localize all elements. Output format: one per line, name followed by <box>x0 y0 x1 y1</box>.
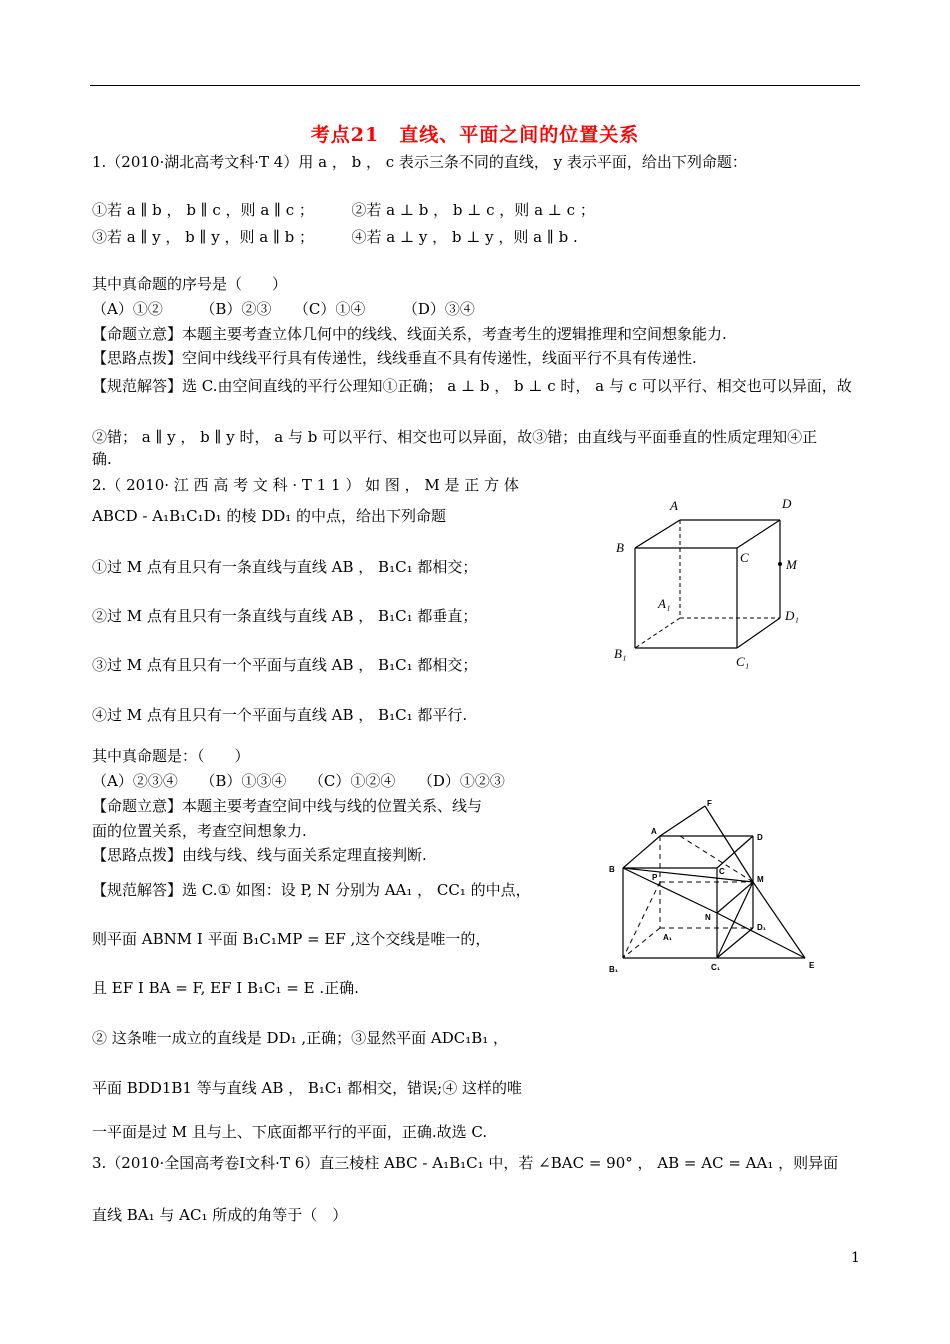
fig1-label-A1: A₁ <box>658 596 671 611</box>
fig1-label-A: A <box>670 498 678 513</box>
fig2-label-M: M <box>757 875 764 884</box>
q2-proposition-4: ④过 M 点有且只有一个平面与直线 AB ， B₁C₁ 都平行. <box>92 706 468 724</box>
fig2-label-N: N <box>705 913 711 922</box>
fig2-label-D1: D₁ <box>757 923 767 932</box>
q2-intent-line-2: 面的位置关系，考查空间想象力. <box>92 822 307 840</box>
fig1-label-C1: C₁ <box>736 654 750 669</box>
q2-answer-line-6: 一平面是过 M 且与上、下底面都平行的平面，正确.故选 C. <box>92 1123 488 1141</box>
q2-stem-line-2: ABCD - A₁B₁C₁D₁ 的棱 DD₁ 的中点，给出下列命题 <box>92 507 447 525</box>
q2-answer-line-3: 且 EF Ι BA = F, EF Ι B₁C₁ = E .正确. <box>92 979 359 997</box>
fig1-label-B1: B₁ <box>614 646 627 661</box>
q1-intent: 【命题立意】本题主要考查立体几何中的线线、线面关系，考查考生的逻辑推理和空间想象能力. <box>92 325 727 343</box>
q3-stem-line-1: 3.（2010·全国高考卷Ⅰ文科·T 6）直三棱柱 ABC - A₁B₁C₁ 中，若 ∠BAC = 90° ， AB = AC = AA₁ ，则异面 <box>92 1154 839 1172</box>
fig2-label-A: A <box>651 827 657 836</box>
fig1-label-B: B <box>616 540 624 555</box>
fig1-label-D1: D₁ <box>785 608 799 623</box>
q2-options: （A）②③④ （B）①③④ （C）①②④ （D）①②③ <box>92 772 505 790</box>
header-rule <box>90 85 860 86</box>
fig2-label-C: C <box>719 867 725 876</box>
fig1-label-C: C <box>740 550 749 565</box>
q2-hint: 【思路点拨】由线与线、线与面关系定理直接判断. <box>92 846 427 864</box>
q2-proposition-3: ③过 M 点有且只有一个平面与直线 AB ， B₁C₁ 都相交； <box>92 656 478 674</box>
q2-intent-line-1: 【命题立意】本题主要考查空间中线与线的位置关系、线与 <box>92 797 483 815</box>
q1-answer-line-3: 确. <box>92 450 112 468</box>
q2-answer-line-5: 平面 BDD1B1 等与直线 AB ， B₁C₁ 都相交，错误;④ 这样的唯 <box>92 1079 522 1097</box>
q3-stem-line-2: 直线 BA₁ 与 AC₁ 所成的角等于（ ） <box>92 1206 348 1224</box>
fig2-label-C1: C₁ <box>711 963 721 972</box>
q1-question: 其中真命题的序号是（ ） <box>92 275 288 293</box>
fig2-label-P: P <box>652 873 658 882</box>
q1-answer-line-1: 【规范解答】选 C.由空间直线的平行公理知①正确； a ⊥ b ， b ⊥ c 时， a 与 c 可以平行、相交也可以异面，故 <box>92 377 852 395</box>
q1-stem: 1.（2010·湖北高考文科·T 4）用 a ， b ， c 表示三条不同的直线， y 表示平面，给出下列命题： <box>92 153 747 171</box>
fig2-label-B: B <box>609 865 615 874</box>
q1-proposition-3-4: ③若 a ∥ y ， b ∥ y ，则 a ∥ b ； ④若 a ⊥ y ， b ⊥ y ，则 a ∥ b . <box>92 228 578 246</box>
q2-question: 其中真命题是：（ ） <box>92 747 250 765</box>
fig2-label-B1: B₁ <box>609 965 619 974</box>
q1-hint: 【思路点拨】空间中线线平行具有传递性，线线垂直不具有传递性，线面平行不具有传递性. <box>92 349 697 367</box>
fig2-label-E: E <box>809 961 815 970</box>
cube-figure <box>600 490 820 680</box>
q1-answer-line-2: ②错； a ∥ y ， b ∥ y 时， a 与 b 可以平行、相交也可以异面，故③错；由直线与平面垂直的性质定理知④正 <box>92 428 818 446</box>
q1-options: （A）①② （B）②③ （C）①④ （D）③④ <box>92 300 475 318</box>
q2-answer-line-4: ② 这条唯一成立的直线是 DD₁ ,正确；③显然平面 ADC₁B₁ ， <box>92 1029 509 1047</box>
page-title: 考点21 直线、平面之间的位置关系 <box>310 124 640 146</box>
q2-answer-line-2: 则平面 ABNM Ι 平面 B₁C₁MP = EF ,这个交线是唯一的， <box>92 930 491 948</box>
fig2-label-D: D <box>757 833 763 842</box>
construction-figure <box>605 798 820 978</box>
fig2-label-F: F <box>707 799 712 808</box>
fig1-label-M: M <box>786 557 797 572</box>
q2-proposition-2: ②过 M 点有且只有一条直线与直线 AB ， B₁C₁ 都垂直； <box>92 607 478 625</box>
page-number: 1 <box>851 1250 860 1266</box>
fig2-label-A1: A₁ <box>663 933 673 942</box>
q1-proposition-1-2: ①若 a ∥ b ， b ∥ c ，则 a ∥ c ； ②若 a ⊥ b ， b ⊥ c ，则 a ⊥ c ； <box>92 201 595 219</box>
q2-answer-line-1: 【规范解答】选 C.① 如图：设 P, N 分别为 AA₁ ， CC₁ 的中点， <box>92 881 531 899</box>
q2-proposition-1: ①过 M 点有且只有一条直线与直线 AB ， B₁C₁ 都相交； <box>92 558 478 576</box>
fig1-label-D: D <box>782 496 792 511</box>
q2-stem-line-1: 2.（ 2010· 江 西 高 考 文 科 · T 1 1 ） 如 图 ， M 是 正 方 体 <box>92 476 519 494</box>
